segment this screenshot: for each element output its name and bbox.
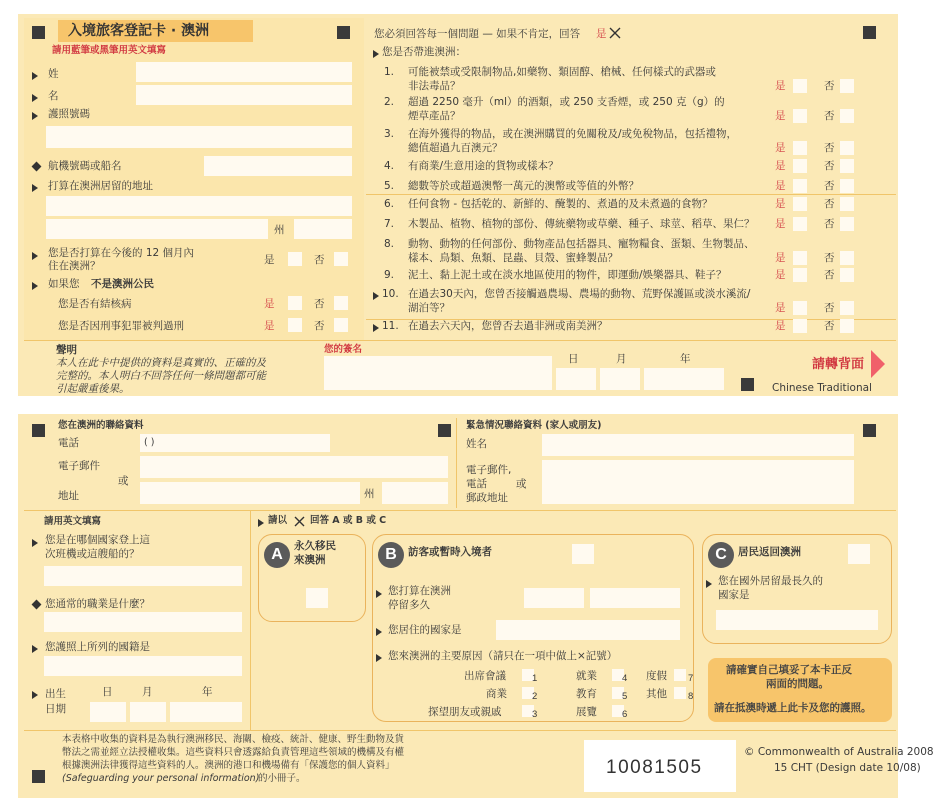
dob-year-input[interactable] — [170, 702, 242, 722]
question-number: 2. — [384, 96, 395, 108]
answer-no-label: 否 — [824, 80, 835, 92]
question-number: 9. — [384, 269, 395, 281]
question-number: 11. — [382, 320, 399, 332]
stay-no-checkbox[interactable] — [334, 252, 348, 266]
answer-yes-checkbox[interactable] — [793, 179, 807, 193]
stay-yes-label: 是 — [264, 254, 275, 266]
arrow-icon — [373, 324, 379, 332]
privacy-line3: 根據澳洲法律獲得這些資料的人。澳洲的港口和機場備有「保護您的個人資料」 — [62, 760, 395, 771]
answer-no-label: 否 — [824, 198, 835, 210]
mark-instruction-suffix: 回答 A 或 B 或 C — [310, 515, 387, 526]
emergency-or-label: 或 — [516, 478, 527, 490]
passport-number-input[interactable] — [46, 126, 352, 148]
phone-input[interactable] — [140, 434, 330, 452]
answer-yes-label: 是 — [775, 320, 786, 332]
contact-title: 您在澳洲的聯絡資料 — [58, 420, 144, 431]
question-text: 超過 2250 毫升（ml）的酒類，或 250 支香煙，或 250 克（g）的 — [408, 96, 725, 108]
stay-question-line2: 住在澳洲？ — [48, 260, 101, 272]
phone-label: 電話 — [58, 437, 79, 449]
answer-yes-checkbox[interactable] — [793, 251, 807, 265]
arrow-icon — [32, 539, 38, 547]
dob-month-label: 月 — [142, 686, 153, 698]
question-text: 可能被禁或受限制物品,如藥物、類固醇、槍械、任何樣式的武器或 — [408, 66, 716, 78]
reason-label: 教育 — [576, 688, 597, 700]
answer-no-label: 否 — [824, 252, 835, 264]
occupation-input[interactable] — [44, 612, 242, 632]
answer-no-label: 否 — [824, 180, 835, 192]
b-stay-line2: 停留多久 — [388, 599, 430, 611]
arrow-icon — [32, 184, 38, 192]
occupation-question: 您通常的職業是什麼？ — [45, 598, 150, 610]
question-text: 在海外獲得的物品，或在澳洲購買的免關稅及/或免稅物品，包括禮物， — [408, 128, 738, 140]
reason-number: 3 — [532, 709, 538, 720]
dob-label-line1: 出生 — [45, 688, 66, 700]
passport-number-label: 護照號碼 — [48, 108, 90, 120]
emergency-phone-label: 電話 — [466, 478, 487, 490]
registration-mark — [32, 26, 45, 39]
state-input[interactable] — [294, 219, 352, 239]
reason-checkbox[interactable] — [674, 669, 686, 681]
stay-question-line1: 您是否打算在今後的 12 個月內 — [48, 247, 195, 259]
answer-no-label: 否 — [824, 110, 835, 122]
question-text: 任何食物 - 包括乾的、新鮮的、醃製的、煮過的及未煮過的食物？ — [408, 198, 713, 210]
boarded-question-line2: 次班機或這艘船的？ — [45, 548, 140, 560]
answer-no-checkbox[interactable] — [840, 217, 854, 231]
section-a-checkbox[interactable] — [306, 588, 328, 608]
reason-number: 6 — [622, 709, 628, 720]
question-text: 湖泊等？ — [408, 302, 450, 314]
declaration-line3: 引起嚴重後果。 — [56, 383, 130, 395]
emergency-contact-input[interactable] — [542, 460, 854, 504]
cross-mark-icon — [294, 516, 305, 527]
arrow-icon — [32, 252, 38, 260]
tb-no-checkbox[interactable] — [334, 296, 348, 310]
b-stay-line1: 您打算在澳洲 — [388, 585, 451, 597]
answer-no-label: 否 — [824, 320, 835, 332]
answer-no-checkbox[interactable] — [840, 79, 854, 93]
arrow-icon — [32, 94, 38, 102]
answer-no-checkbox[interactable] — [840, 268, 854, 282]
arrow-icon — [32, 645, 38, 653]
flight-ship-label: 航機號碼或船名 — [48, 160, 122, 172]
email-label: 電子郵件 — [58, 460, 100, 472]
language-label: Chinese Traditional — [772, 382, 872, 394]
arrow-icon — [32, 691, 38, 699]
reason-number: 1 — [532, 673, 538, 684]
b-residence: 您居住的國家是 — [388, 624, 462, 636]
question-text: 動物、動物的任何部份、動物產品包括器具、寵物糧食、蛋類、生物製品、 — [408, 238, 755, 250]
answer-yes-checkbox[interactable] — [793, 301, 807, 315]
tb-question: 您是否有結核病 — [58, 298, 132, 310]
tb-yes-checkbox[interactable] — [288, 296, 302, 310]
dob-month-input[interactable] — [130, 702, 166, 722]
sign-date-day-input[interactable] — [556, 368, 596, 390]
answer-no-label: 否 — [824, 302, 835, 314]
criminal-no-checkbox[interactable] — [334, 318, 348, 332]
question-text: 在過去30天內，您曾否接觸過農場、農場的動物、荒野保護區或淡水溪流/ — [408, 288, 751, 300]
flight-number-input[interactable] — [204, 156, 352, 176]
arrow-right-icon — [871, 350, 885, 378]
section-a-badge: A — [264, 542, 290, 568]
questions-header: 您必須回答每一個問題 — 如果不肯定，回答 — [374, 28, 581, 40]
state-label: 州 — [364, 488, 375, 500]
emergency-email-label: 電子郵件, — [466, 464, 512, 476]
date-year-label: 年 — [680, 353, 691, 365]
questions-header-yes: 是 — [596, 28, 607, 40]
english-note: 請用英文填寫 — [44, 516, 102, 527]
answer-yes-checkbox[interactable] — [793, 197, 807, 211]
section-b-badge: B — [378, 542, 404, 568]
answer-no-checkbox[interactable] — [840, 251, 854, 265]
arrival-card-front — [18, 14, 898, 396]
reason-number: 4 — [622, 673, 628, 684]
tb-yes-label: 是 — [264, 298, 275, 310]
arrow-icon — [706, 580, 712, 588]
answer-no-checkbox[interactable] — [840, 109, 854, 123]
answer-yes-label: 是 — [775, 252, 786, 264]
section-a-title-line2: 來澳洲 — [294, 554, 326, 566]
section-a-title-line1: 永久移民 — [294, 540, 336, 552]
criminal-no-label: 否 — [314, 320, 325, 332]
answer-no-checkbox[interactable] — [840, 197, 854, 211]
declaration-line1: 本人在此卡中提供的資料是真實的、正確的及 — [56, 357, 266, 369]
reminder-line1: 請確實自己填妥了本卡正反 — [726, 664, 852, 676]
address-label: 地址 — [58, 490, 79, 502]
sign-date-month-input[interactable] — [600, 368, 640, 390]
b-reason: 您來澳洲的主要原因（請只在一項中做上×記號） — [388, 650, 618, 662]
contact-address-input[interactable] — [140, 482, 360, 504]
dob-day-input[interactable] — [90, 702, 126, 722]
emergency-name-label: 姓名 — [466, 438, 487, 450]
criminal-question: 您是否因刑事犯罪被判過刑 — [58, 320, 184, 332]
family-name-input[interactable] — [136, 62, 352, 82]
serial-number: 10081505 — [606, 757, 703, 778]
question-text: 總值超過九百澳元？ — [408, 142, 503, 154]
date-day-label: 日 — [568, 353, 579, 365]
question-text: 在過去六天內，您曾否去過非洲或南美洲？ — [408, 320, 608, 332]
divider — [24, 730, 896, 731]
reason-label: 其他 — [646, 688, 667, 700]
question-number: 6. — [384, 198, 395, 210]
contact-state-input[interactable] — [382, 482, 448, 504]
emergency-title: 緊急情況聯絡資料 (家人或朋友) — [466, 420, 602, 431]
family-name-label: 姓 — [48, 68, 59, 80]
divider — [24, 510, 896, 511]
divider — [250, 510, 251, 730]
reminder-line2: 兩面的問題。 — [766, 678, 829, 690]
emergency-name-input[interactable] — [542, 434, 854, 456]
reason-checkbox[interactable] — [674, 687, 686, 699]
reason-number: 8 — [688, 691, 694, 702]
answer-yes-label: 是 — [775, 218, 786, 230]
registration-mark — [32, 770, 45, 783]
not-citizen-prefix: 如果您 — [48, 278, 80, 290]
arrow-icon — [32, 72, 38, 80]
dob-label-line2: 日期 — [45, 703, 66, 715]
contact-email-input[interactable] — [140, 456, 448, 478]
privacy-line5: 的小冊子。 — [258, 773, 306, 784]
boarded-question-line1: 您是在哪個國家登上這 — [45, 534, 150, 546]
stay-months-input[interactable] — [590, 588, 680, 608]
question-number: 5. — [384, 180, 395, 192]
answer-no-label: 否 — [824, 142, 835, 154]
arrival-card-back — [18, 414, 934, 798]
card-title: 入境旅客登記卡 · 澳洲 — [68, 23, 210, 39]
question-text: 木製品、植物、植物的部份、傳統藥物或草藥、種子、球莖、稻草、果仁？ — [408, 218, 755, 230]
arrow-icon — [373, 50, 379, 58]
signature-label: 您的簽名 — [324, 344, 363, 355]
answer-yes-label: 是 — [775, 269, 786, 281]
reason-number: 7 — [688, 673, 694, 684]
mark-instruction-prefix: 請以 — [268, 515, 288, 526]
question-text: 總數等於或超過澳幣一萬元的澳幣或等值的外幣？ — [408, 180, 639, 192]
nationality-question: 您護照上所列的國籍是 — [45, 641, 150, 653]
ink-instruction: 請用藍筆或黑筆用英文填寫 — [52, 45, 167, 56]
reason-label: 度假 — [646, 670, 667, 682]
divider — [24, 340, 896, 341]
privacy-line1: 本表格中收集的資料是為執行澳洲移民、海關、檢疫、統計、健康、野生動物及貨 — [62, 734, 405, 745]
answer-yes-label: 是 — [775, 110, 786, 122]
question-number: 7. — [384, 218, 395, 230]
registration-mark — [32, 424, 45, 437]
answer-yes-checkbox[interactable] — [793, 159, 807, 173]
question-number: 1. — [384, 66, 395, 78]
reason-label: 出席會議 — [464, 670, 506, 682]
answer-no-checkbox[interactable] — [840, 159, 854, 173]
privacy-line2: 幣法之需並經立法授權收集。這些資料只會透露給負責管理這些領域的機構及有權 — [62, 747, 405, 758]
tb-no-label: 否 — [314, 298, 325, 310]
cross-mark-icon — [609, 27, 621, 39]
emergency-address-label: 郵政地址 — [466, 492, 508, 504]
signature-field[interactable] — [324, 356, 552, 390]
question-number: 3. — [384, 128, 395, 140]
given-names-input[interactable] — [136, 85, 352, 105]
arrow-icon — [32, 282, 38, 290]
arrow-icon — [373, 292, 379, 300]
phone-area-code: ( ) — [144, 437, 155, 448]
stay-no-label: 否 — [314, 254, 325, 266]
question-number: 10. — [382, 288, 399, 300]
answer-no-checkbox[interactable] — [840, 319, 854, 333]
answer-yes-label: 是 — [775, 160, 786, 172]
answer-yes-checkbox[interactable] — [793, 319, 807, 333]
copyright: © Commonwealth of Australia 2008 — [744, 746, 934, 758]
reminder-line3: 請在抵澳時遞上此卡及您的護照。 — [714, 702, 872, 714]
reason-label: 展覽 — [576, 706, 597, 718]
answer-no-checkbox[interactable] — [840, 301, 854, 315]
answer-yes-label: 是 — [775, 302, 786, 314]
question-number: 4. — [384, 160, 395, 172]
c-question-line1: 您在國外居留最長久的 — [718, 575, 823, 587]
registration-mark — [337, 26, 350, 39]
residence-country-input[interactable] — [496, 620, 680, 640]
section-c-title: 居民返回澳洲 — [738, 546, 801, 558]
answer-yes-checkbox[interactable] — [793, 79, 807, 93]
declaration-line2: 完整的。本人明白不回答任何一條問題都可能 — [56, 370, 266, 382]
stay-yes-checkbox[interactable] — [288, 252, 302, 266]
section-b-title: 訪客或暫時入境者 — [408, 546, 492, 558]
form-code: 15 CHT (Design date 10/08) — [774, 762, 921, 774]
address-line-1-input[interactable] — [46, 196, 352, 216]
arrow-icon — [376, 628, 382, 636]
question-text: 非法毒品？ — [408, 80, 461, 92]
boarded-country-input[interactable] — [44, 566, 242, 586]
section-c-checkbox[interactable] — [848, 544, 870, 564]
sign-date-year-input[interactable] — [644, 368, 724, 390]
section-b-checkbox[interactable] — [572, 544, 594, 564]
reason-number: 2 — [532, 691, 538, 702]
or-label: 或 — [118, 475, 129, 487]
question-text: 泥土、黏上泥土或在淡水地區使用的物件，即運動/娛樂器具、鞋子？ — [408, 269, 727, 281]
answer-no-checkbox[interactable] — [840, 179, 854, 193]
arrow-icon — [32, 112, 38, 120]
answer-yes-label: 是 — [775, 80, 786, 92]
answer-yes-checkbox[interactable] — [793, 141, 807, 155]
question-text: 煙草產品？ — [408, 110, 461, 122]
arrow-icon — [376, 654, 382, 662]
answer-yes-checkbox[interactable] — [793, 217, 807, 231]
not-citizen-emphasis: 不是澳洲公民 — [91, 278, 154, 290]
registration-mark — [438, 424, 451, 437]
stay-years-input[interactable] — [524, 588, 584, 608]
reason-label: 商業 — [486, 688, 507, 700]
question-number: 8. — [384, 238, 395, 250]
answer-yes-label: 是 — [775, 198, 786, 210]
divider — [366, 194, 896, 195]
answer-yes-label: 是 — [775, 180, 786, 192]
answer-no-label: 否 — [824, 269, 835, 281]
nationality-input[interactable] — [44, 656, 242, 676]
answer-no-label: 否 — [824, 218, 835, 230]
state-label: 州 — [274, 224, 285, 236]
c-country-input[interactable] — [716, 610, 878, 630]
privacy-line4: (Safeguarding your personal information) — [62, 773, 260, 784]
diamond-icon — [32, 600, 42, 610]
criminal-yes-label: 是 — [264, 320, 275, 332]
answer-yes-checkbox[interactable] — [793, 268, 807, 282]
question-text: 樣本、鳥類、魚類、昆蟲、貝殼、蜜蜂製品？ — [408, 252, 618, 264]
declaration-title: 聲明 — [56, 344, 77, 356]
answer-no-label: 否 — [824, 160, 835, 172]
reason-label: 就業 — [576, 670, 597, 682]
arrow-icon — [376, 590, 382, 598]
dob-day-label: 日 — [102, 686, 113, 698]
registration-mark — [863, 26, 876, 39]
criminal-yes-checkbox[interactable] — [288, 318, 302, 332]
arrow-icon — [258, 519, 264, 527]
section-c-badge: C — [708, 542, 734, 568]
c-question-line2: 國家是 — [718, 589, 750, 601]
date-month-label: 月 — [616, 353, 627, 365]
registration-mark — [741, 378, 754, 391]
reason-number: 5 — [622, 691, 628, 702]
turn-over-label: 請轉背面 — [812, 357, 865, 372]
address-line-2-input[interactable] — [46, 219, 268, 239]
answer-no-checkbox[interactable] — [840, 141, 854, 155]
reason-label: 探望朋友或親戚 — [428, 706, 502, 718]
dob-year-label: 年 — [202, 686, 213, 698]
registration-mark — [863, 424, 876, 437]
divider — [456, 418, 457, 508]
bring-header: 您是否帶進澳洲： — [382, 46, 466, 58]
question-text: 有商業/生意用途的貨物或樣本？ — [408, 160, 559, 172]
answer-yes-label: 是 — [775, 142, 786, 154]
address-label: 打算在澳洲居留的地址 — [48, 180, 153, 192]
answer-yes-checkbox[interactable] — [793, 109, 807, 123]
given-names-label: 名 — [48, 90, 59, 102]
